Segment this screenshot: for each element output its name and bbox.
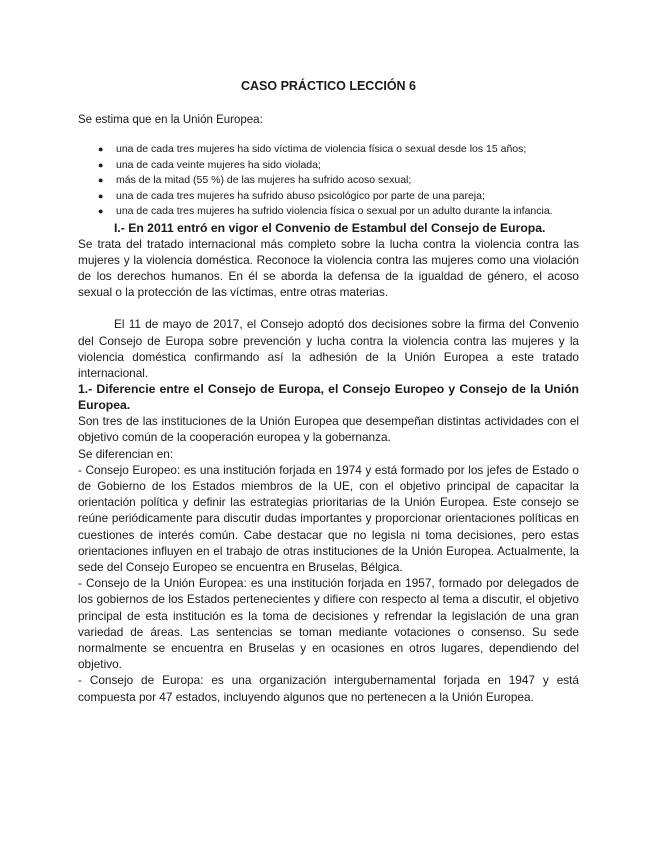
list-item: ● una de cada veinte mujeres ha sido violada; — [78, 158, 579, 174]
section-heading-differences: 1.- Diferencie entre el Consejo de Europa, el Consejo Europeo y Consejo de la Unión Europea. — [78, 382, 579, 413]
document-title: CASO PRÁCTICO LECCIÓN 6 — [240, 79, 416, 93]
paragraph-consejo-de-europa: - Consejo de Europa: es una organización intergubernamental forjada en 1947 y está compuesta por 47 estados, incluyendo algunos que no pertenecen a la Unión Europea. — [78, 673, 579, 704]
bullet-icon: ● — [98, 206, 104, 216]
bullet-icon: ● — [98, 175, 104, 185]
paragraph-istanbul-1: Se trata del tratado internacional más completo sobre la lucha contra la violencia contra las mujeres y la violencia doméstica. Reconoce la violencia contra las mujeres como una violación de los derechos humanos. En él se aborda la defensa de la igualdad de género, el acoso sexual o la protección de las víctimas, entre otras materias. — [78, 236, 579, 300]
list-item: ● una de cada tres mujeres ha sido víctima de violencia física o sexual desde los 15 años; — [78, 142, 579, 158]
list-item: ● una de cada tres mujeres ha sufrido violencia física o sexual por un adulto durante la infancia. — [78, 204, 579, 220]
statistics-list — [78, 142, 579, 220]
paragraph-consejo-europeo: - Consejo Europeo: es una institución forjada en 1974 y está formado por los jefes de Estado o de Gobierno de los Estados miembros de la UE, con el objetivo principal de capacitar la orientación política y definir las estrategias prioritarias de la Unión Europea. Este consejo se reúne periódicamente para discutir dudas importantes y proporcionar orientaciones políticas en cuestiones de interés común. Cabe destacar que no legisla ni toma decisiones, pero estas orientaciones influyen en el trabajo de otras instituciones de la Unión Europea. Actualmente, la sede del Consejo Europeo se encuentra en Bruselas, Bélgica. — [78, 462, 579, 574]
paragraph-consejo-ue: - Consejo de la Unión Europea: es una institución forjada en 1957, formado por delegados de los gobiernos de los Estados pertenecientes y difiere con respecto al tema a discutir, el objetivo principal de esta institución es la toma de decisiones y refrendar la legislación de una gran variedad de áreas. Las sentencias se toman mediante votaciones o consenso. Su sede normalmente se encuentra en Bruselas y en ocasiones en otros lugares, dependiendo del objetivo. — [78, 576, 579, 672]
paragraph-istanbul-2: El 11 de mayo de 2017, el Consejo adoptó dos decisiones sobre la firma del Convenio del Consejo de Europa sobre prevención y lucha contra la violencia contra las mujeres y la violencia doméstica confirmando así la adhesión de la Unión Europea a este tratado internacional. — [78, 317, 579, 380]
paragraph-differences-lead: Se diferencian en: — [78, 446, 174, 461]
paragraph-differences-intro: Son tres de las instituciones de la Unión Europea que desempeñan distintas actividades con el objetivo común de la cooperación europea y la gobernanza. — [78, 414, 579, 445]
list-item: ● más de la mitad (55 %) de las mujeres ha sufrido acoso sexual; — [78, 173, 579, 189]
bullet-icon: ● — [98, 190, 104, 201]
intro-text: Se estima que en la Unión Europea: — [78, 114, 263, 126]
bullet-icon: ● — [98, 144, 104, 154]
list-item: ● una de cada tres mujeres ha sufrido abuso psicológico por parte de una pareja; — [78, 189, 579, 205]
bullet-icon: ● — [98, 159, 104, 170]
section-heading-istanbul: I.- En 2011 entró en vigor el Convenio de Estambul del Consejo de Europa. — [114, 220, 546, 235]
